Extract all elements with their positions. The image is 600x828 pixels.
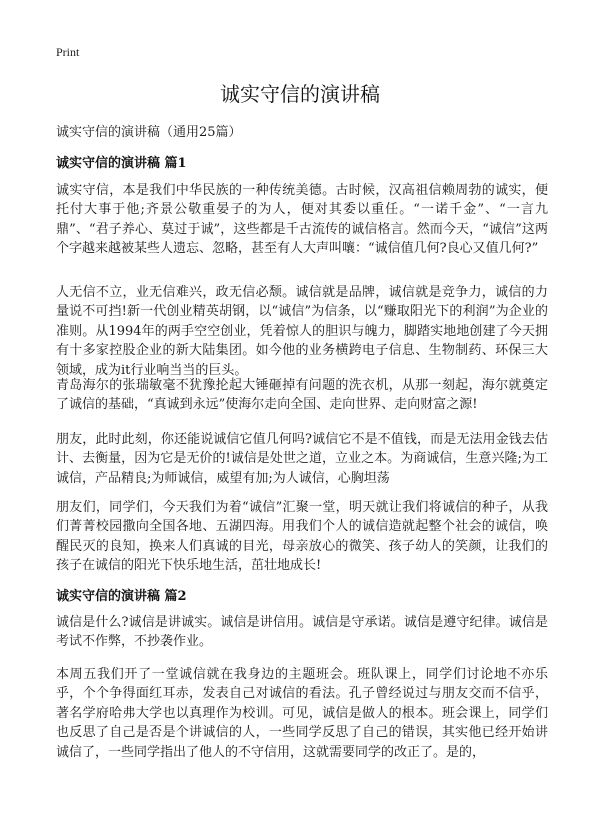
- section-1-paragraph-5: 朋友们，同学们，今天我们为着“诚信”汇聚一堂，明天就让我们将诚信的种子，从我们菁菁校园撒向全国各地、五湖四海。用我们个人的诚信造就起整个社会的诚信，唤醒民灭的良知，换来人们真诚的目光，母亲放心的微笑、孩子幼人的笑颜，让我们的孩子在诚信的阳光下快乐地生活，茁壮地成长!: [56, 500, 548, 574]
- section-1-paragraph-2: 人无信不立，业无信难兴，政无信必颓。诚信就是品牌，诚信就是竞争力，诚信的力量说不可挡!新一代创业精英胡钢，以“诚信”为信条，以“赚取阳光下的利润”为企业的准则。从1994年的两手空空创业，凭着惊人的胆识与魄力，脚踏实地地创建了今天拥有十多家控股企业的新大陆集团。如今他的业务横跨电子信息、生物制药、环保三大领域，成为it行业响当当的巨头。: [56, 285, 548, 378]
- section-heading-2: 诚实守信的演讲稿 篇2: [56, 589, 187, 604]
- page-title: 诚实守信的演讲稿: [220, 82, 380, 106]
- section-heading-1: 诚实守信的演讲稿 篇1: [56, 156, 187, 171]
- section-2-paragraph-2: 本周五我们开了一堂诚信就在我身边的主题班会。班队课上，同学们讨论地不亦乐乎，个个争得面红耳赤，发表自己对诚信的看法。孔子曾经说过与朋友交而不信乎，著名学府哈弗大学也以真理作为校训。可见，诚信是做人的根本。班会课上，同学们也反思了自己是否是个讲诚信的人，一些同学反思了自己的错误，其实他已经开始讲诚信了，一些同学指出了他人的不守信用，这就需要同学的改正了。是的，: [56, 667, 548, 760]
- print-link[interactable]: Print: [56, 45, 80, 59]
- document-subtitle: 诚实守信的演讲稿（通用25篇）: [56, 125, 242, 140]
- section-1-paragraph-1: 诚实守信，本是我们中华民族的一种传统美德。古时候，汉高祖信赖周勃的诚实，便托付大事于他;齐景公敬重晏子的为人，便对其委以重任。“一诺千金”、“一言九鼎”、“君子养心、莫过于诚”，这些都是千古流传的诚信格言。然而今天，“诚信”这两个字越来越被某些人遗忘、忽略，甚至有人大声叫嚷：“诚信值几何?良心又值几何?”: [56, 183, 548, 257]
- section-1-paragraph-3: 青岛海尔的张瑞敏毫不犹豫抡起大锤砸掉有问题的洗衣机，从那一刻起，海尔就奠定了诚信的基础，“真诚到永远”使海尔走向全国、走向世界、走向财富之源!: [56, 378, 548, 413]
- section-2-paragraph-1: 诚信是什么?诚信是讲诚实。诚信是讲信用。诚信是守承诺。诚信是遵守纪律。诚信是考试不作弊，不抄袭作业。: [56, 615, 548, 650]
- section-1-paragraph-4: 朋友，此时此刻，你还能说诚信它值几何吗?诚信它不是不值钱，而是无法用金钱去估计、去衡量，因为它是无价的!诚信是处世之道，立业之本。为商诚信，生意兴隆;为工诚信，产品精良;为师诚信，威望有加;为人诚信，心胸坦荡: [56, 432, 548, 486]
